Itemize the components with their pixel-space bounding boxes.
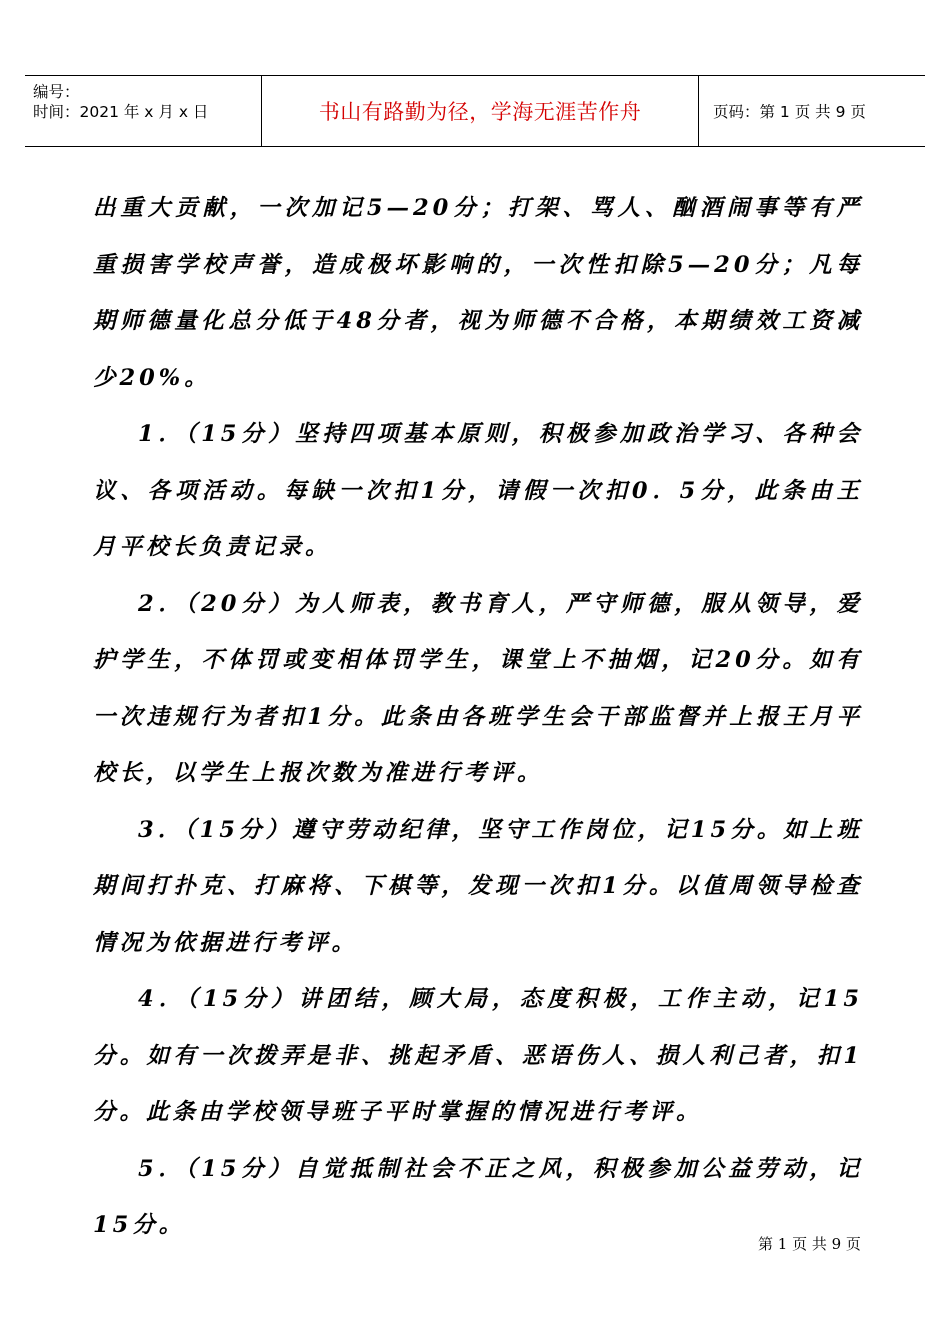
document-header — [25, 75, 925, 147]
header-motto: 书山有路勤为径，学海无涯苦作舟 — [262, 76, 699, 146]
paragraph-item-4: 4．（15分）讲团结，顾大局，态度积极，工作主动，记15分。如有一次拨弄是非、挑起矛盾、恶语伤人、损人利己者，扣1分。此条由学校领导班子平时掌握的情况进行考评。 — [93, 986, 863, 1125]
document-number-label: 编号： — [33, 83, 80, 101]
document-body — [93, 180, 863, 1254]
paragraph-item-3: 3．（15分）遵守劳动纪律，坚守工作岗位，记15分。如上班期间打扑克、打麻将、下棋等，发现一次扣1分。以值周领导检查情况为依据进行考评。 — [93, 816, 863, 956]
paragraph-item-5: 5．（15分）自觉抵制社会不正之风，积极参加公益劳动，记15分。 — [93, 1155, 863, 1238]
page-footer: 第 1 页 共 9 页 — [758, 1235, 861, 1253]
header-meta — [25, 76, 262, 146]
paragraph-item-2: 2．（20分）为人师表，教书育人，严守师德，服从领导，爱护学生，不体罚或变相体罚学生，课堂上不抽烟，记20分。如有一次违规行为者扣1分。此条由各班学生会干部监督并上报王月平校长，以学生上报次数为准进行考评。 — [93, 590, 863, 786]
paragraph-item-1: 1．（15分）坚持四项基本原则，积极参加政治学习、各种会议、各项活动。每缺一次扣1分，请假一次扣0．5分，此条由王月平校长负责记录。 — [93, 421, 863, 560]
document-date: 时间：2021 年 x 月 x 日 — [33, 103, 209, 121]
paragraph-continuation: 出重大贡献，一次加记5—20分；打架、骂人、酗酒闹事等有严重损害学校声誉，造成极坏影响的，一次性扣除5—20分；凡每期师德量化总分低于48分者，视为师德不合格，本期绩效工资减少20%。 — [93, 195, 863, 391]
header-page-info: 页码：第 1 页 共 9 页 — [713, 103, 866, 121]
